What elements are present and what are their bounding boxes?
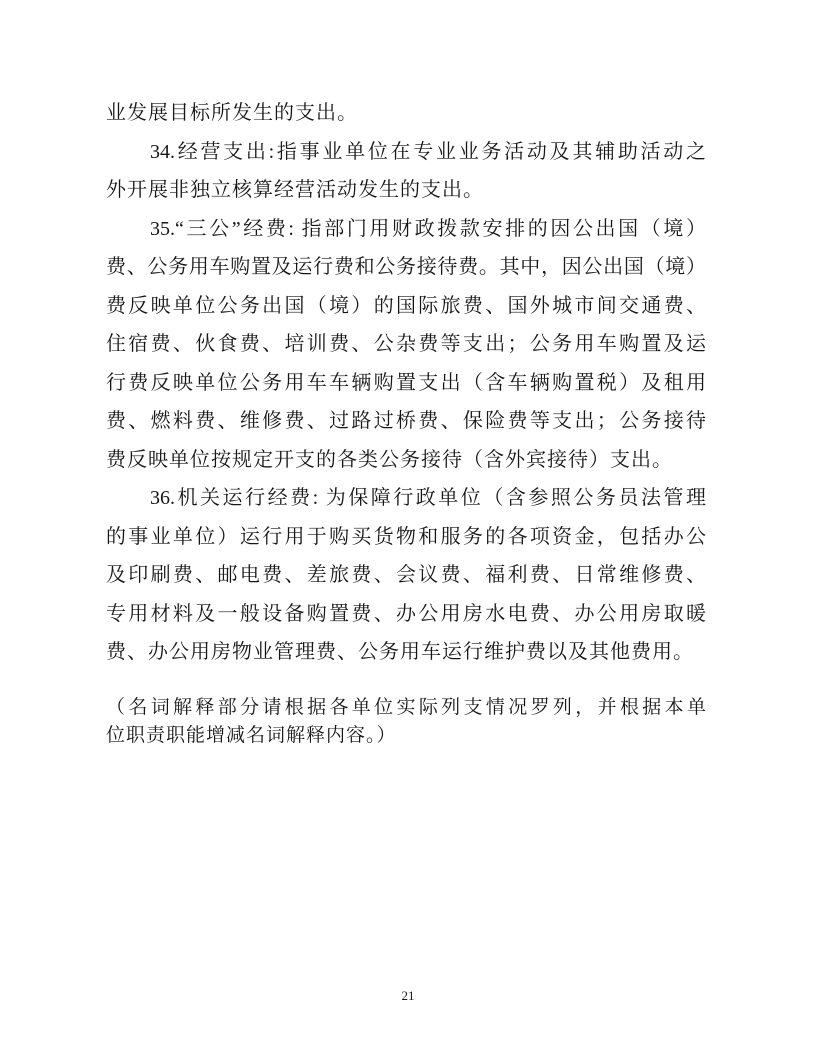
text-line: 费、燃料费、维修费、过路过桥费、保险费等支出；公务接待 <box>106 410 706 432</box>
text-line: 及印刷费、邮电费、差旅费、会议费、福利费、日常维修费、 <box>106 564 706 586</box>
note-line: 位职责职能增减名词解释内容。） <box>106 724 397 746</box>
text-line: 专用材料及一般设备购置费、办公用房水电费、办公用房取暖 <box>106 602 706 625</box>
text-line: 费、公务用车购置及运行费和公务接待费。其中，因公出国（境） <box>106 256 706 278</box>
text-line: 业发展目标所发生的支出。 <box>106 102 358 124</box>
page-number: 21 <box>401 988 415 1003</box>
text-line-item-35: 35.“三公”经费: 指部门用财政拨款安排的因公出国（境） <box>150 217 706 240</box>
text-line: 行费反映单位公务用车车辆购置支出（含车辆购置税）及租用 <box>106 371 706 394</box>
page-body <box>106 94 706 750</box>
text-line: 费反映单位公务出国（境）的国际旅费、国外城市间交通费、 <box>106 294 706 317</box>
text-line: 外开展非独立核算经营活动发生的支出。 <box>106 179 484 201</box>
text-line-item-34: 34.经营支出:指事业单位在专业业务活动及其辅助活动之 <box>150 140 706 163</box>
text-line: 住宿费、伙食费、培训费、公杂费等支出；公务用车购置及运 <box>106 333 706 355</box>
editor-note <box>106 694 706 750</box>
text-line: 费、办公用房物业管理费、公务用车运行维护费以及其他费用。 <box>106 641 694 663</box>
text-line: 的事业单位）运行用于购买货物和服务的各项资金，包括办公 <box>106 525 706 548</box>
note-line: （名词解释部分请根据各单位实际列支情况罗列，并根据本单 <box>106 696 706 718</box>
text-line: 费反映单位按规定开支的各类公务接待（含外宾接待）支出。 <box>106 448 673 471</box>
text-line-item-36: 36.机关运行经费: 为保障行政单位（含参照公务员法管理 <box>150 487 706 509</box>
